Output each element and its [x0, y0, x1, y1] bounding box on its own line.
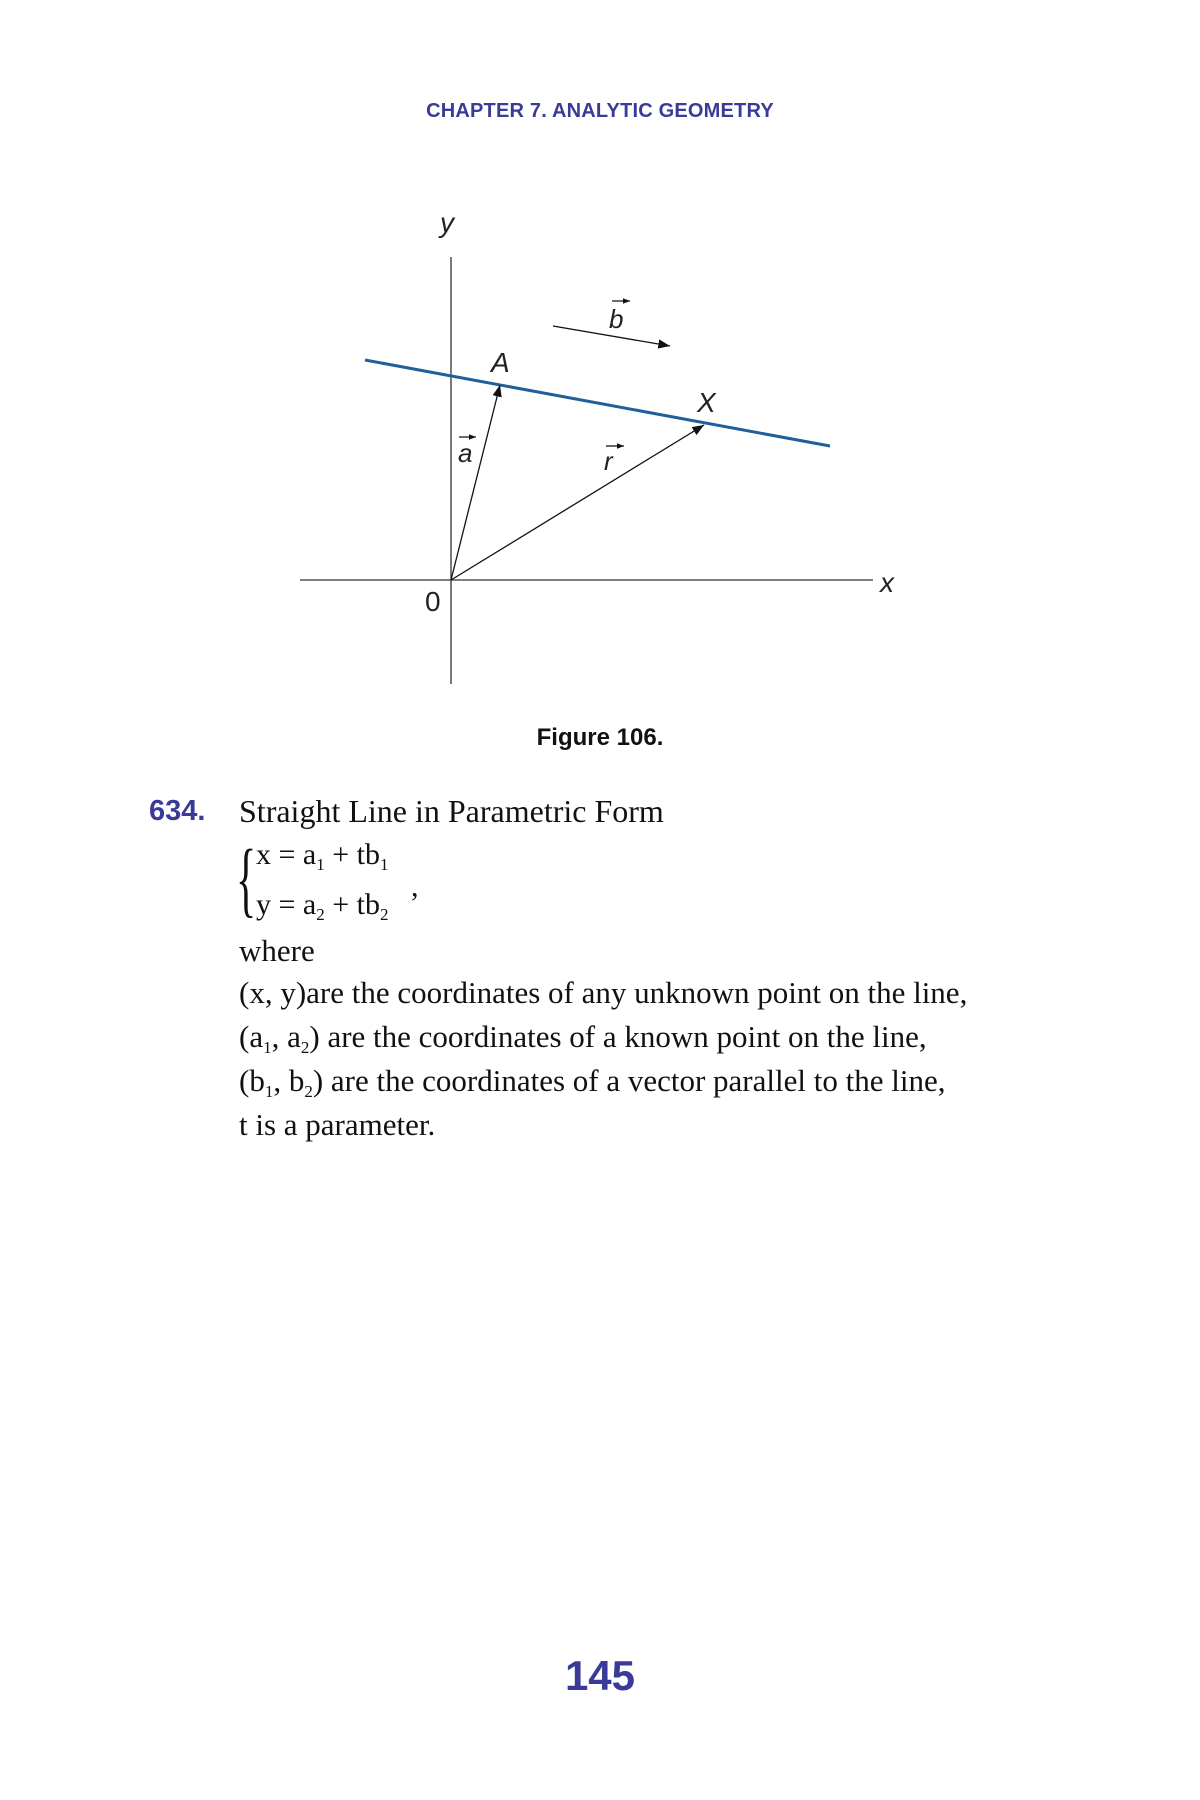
definition-b: ($b_1$, $b_2$) are the coordinates of a vector parallel to the line, — [239, 1063, 946, 1101]
equation-y: $y = a_2 + tb_2$ — [256, 888, 389, 924]
vector-r-label: r — [604, 446, 613, 476]
equation-comma: , — [411, 870, 419, 903]
vector-r-arrow — [451, 425, 704, 580]
figure-caption: Figure 106. — [536, 724, 664, 751]
running-header: CHAPTER 7. ANALYTIC GEOMETRY — [426, 100, 774, 122]
y-axis-label: y — [440, 207, 454, 238]
point-a-label: A — [491, 347, 510, 378]
origin-label: 0 — [425, 586, 441, 617]
vector-a-label: a — [458, 438, 473, 468]
definition-a: ($a_1$, $a_2$) are the coordinates of a known point on the line, — [239, 1019, 927, 1057]
parametric-line — [365, 360, 830, 446]
where-text: where — [239, 933, 315, 968]
brace: { — [236, 833, 257, 926]
point-x-label: X — [697, 387, 716, 418]
vector-b-label: b — [609, 304, 624, 334]
definition-xy: (x, y)are the coordinates of any unknown point on the line, — [239, 975, 968, 1010]
equation-x: $x = a_1 + tb_1$ — [256, 838, 389, 874]
section-title: Straight Line in Parametric Form — [239, 793, 664, 829]
page-number: 145 — [564, 1652, 636, 1699]
x-axis-label: x — [880, 567, 894, 598]
section-number: 634. — [149, 795, 206, 827]
figure-diagram — [0, 0, 1200, 720]
definition-t: t is a parameter. — [239, 1107, 436, 1142]
vector-a-arrow — [451, 385, 500, 580]
